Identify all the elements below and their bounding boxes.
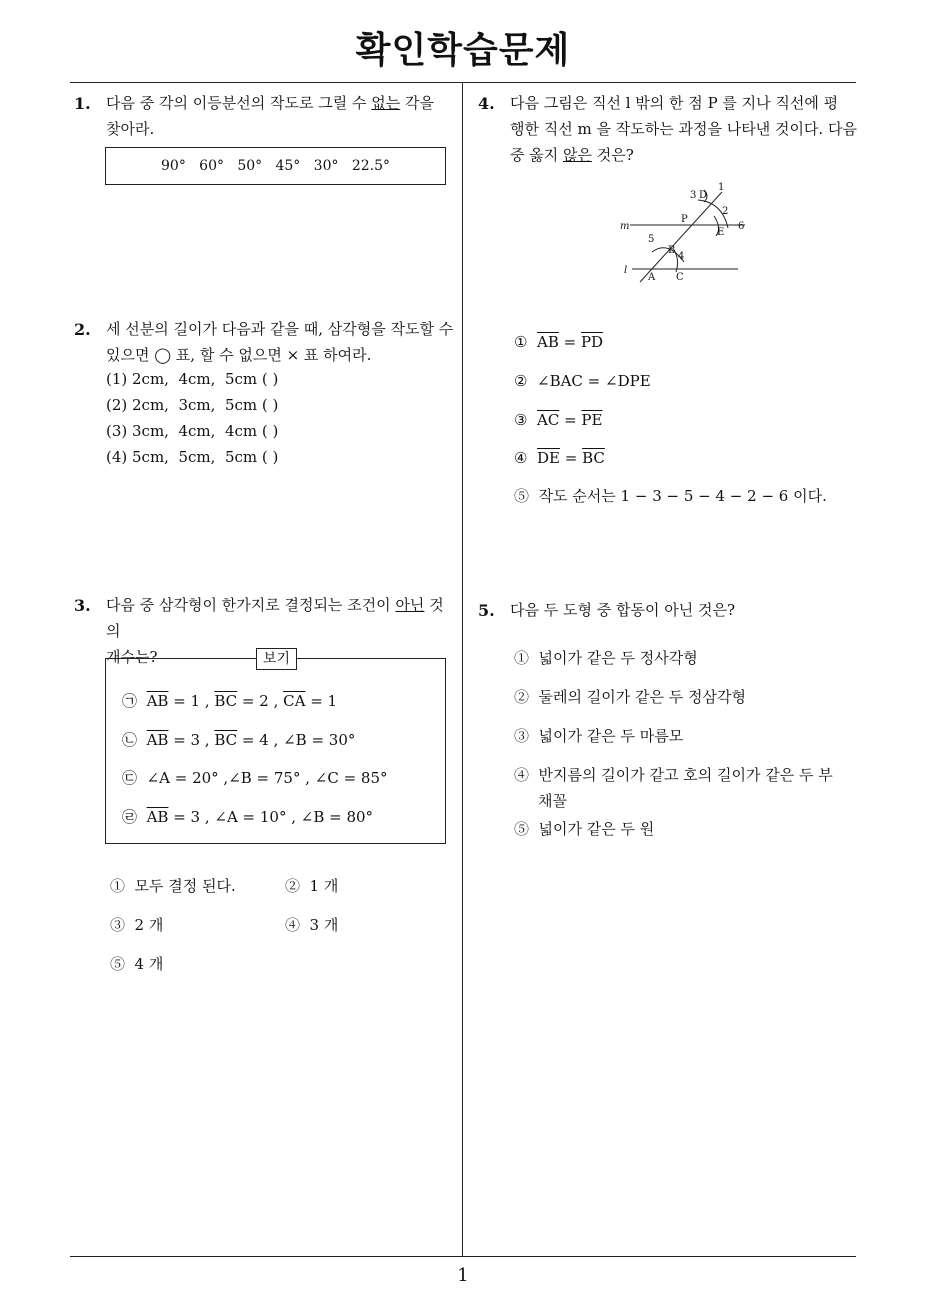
label-1: 1: [718, 182, 725, 193]
label-4: 4: [678, 251, 685, 262]
question-text: 다음 중 각의 이등분선의 작도로 그릴 수 없는 각을 찾아라.: [106, 94, 434, 138]
option-2[interactable]: ② 둘레의 길이가 같은 두 정삼각형: [514, 688, 746, 706]
option-3[interactable]: ③ 넓이가 같은 두 마름모: [514, 727, 684, 745]
column-divider: [462, 83, 463, 1256]
label-l: l: [624, 265, 628, 276]
list-item: (3) 3cm, 4cm, 4cm ( ): [106, 422, 279, 440]
label-B: B: [668, 245, 676, 256]
label-3: 3: [690, 190, 697, 201]
bottom-rule: [70, 1256, 856, 1257]
label-D: D: [699, 190, 708, 201]
option-1[interactable]: ① $\overline{AB} = \overline{PD}$: [514, 333, 604, 351]
option-4[interactable]: ④ 반지름의 길이가 같고 호의 길이가 같은 두 부: [514, 766, 833, 784]
option-5[interactable]: ⑤ 넓이가 같은 두 원: [514, 820, 655, 838]
option-5[interactable]: ⑤ 4 개: [110, 955, 164, 973]
question-text: 다음 두 도형 중 합동이 아닌 것은?: [510, 601, 736, 619]
label-6: 6: [738, 221, 745, 232]
label-m: m: [620, 221, 630, 232]
option-4-continued: 채꼴: [538, 792, 567, 810]
angle-box: [105, 147, 446, 185]
condition-2: ㉡ $\overline{AB} = 3$ , $\overline{BC} = 4$ , ∠B = 30°: [122, 731, 356, 749]
bogi-label: 보기: [256, 648, 297, 670]
condition-4: ㉣ $\overline{AB} = 3$ , ∠A = 10° , ∠B = 80°: [122, 808, 374, 826]
label-5: 5: [648, 234, 655, 245]
page-title: 확인학습문제: [355, 30, 571, 71]
option-1[interactable]: ① 넓이가 같은 두 정사각형: [514, 649, 698, 667]
top-rule: [70, 82, 856, 83]
label-2: 2: [722, 206, 729, 217]
list-item: (2) 2cm, 3cm, 5cm ( ): [106, 396, 279, 414]
list-item: (1) 2cm, 4cm, 5cm ( ): [106, 370, 279, 388]
question-number: 1.: [74, 94, 91, 113]
question-number: 5.: [478, 601, 495, 620]
option-4[interactable]: ④ $\overline{DE} = \overline{BC}$: [514, 449, 605, 467]
question-text: 다음 중 삼각형이 한가지로 결정되는 조건이 아닌 것의 개수는?: [106, 596, 444, 666]
question-number: 3.: [74, 596, 91, 615]
question-text: 다음 그림은 직선 l 밖의 한 점 P 를 지나 직선에 평 행한 직선 m 을 작도하는 과정을 나타낸 것이다. 다음 중 옳지 않은 것은?: [510, 94, 857, 164]
condition-3: ㉢ ∠A = 20° ,∠B = 75° , ∠C = 85°: [122, 769, 388, 787]
option-4[interactable]: ④ 3 개: [285, 916, 339, 934]
construction-figure: [610, 178, 760, 288]
option-3[interactable]: ③ $\overline{AC} = \overline{PE}$: [514, 411, 603, 429]
option-5[interactable]: ⑤ 작도 순서는 1 − 3 − 5 − 4 − 2 − 6 이다.: [514, 487, 827, 505]
angle-list: 90° 60° 50° 45° 30° 22.5°: [161, 158, 390, 174]
page-number: 1: [457, 1265, 469, 1286]
label-A: A: [648, 272, 656, 283]
label-E: E: [717, 227, 725, 238]
label-C: C: [676, 272, 684, 283]
condition-1: ㉠ $\overline{AB} = 1$ , $\overline{BC} = 2$ , $\overline{CA} = 1$: [122, 692, 338, 710]
list-item: (4) 5cm, 5cm, 5cm ( ): [106, 448, 279, 466]
question-text: 세 선분의 길이가 다음과 같을 때, 삼각형을 작도할 수 있으면 ◯ 표, 할 수 없으면 × 표 하여라.: [106, 320, 454, 364]
option-1[interactable]: ① 모두 결정 된다.: [110, 877, 236, 895]
option-2[interactable]: ② ∠BAC = ∠DPE: [514, 372, 651, 390]
question-number: 4.: [478, 94, 495, 113]
option-3[interactable]: ③ 2 개: [110, 916, 164, 934]
label-P: P: [681, 214, 688, 225]
question-number: 2.: [74, 320, 91, 339]
option-2[interactable]: ② 1 개: [285, 877, 339, 895]
